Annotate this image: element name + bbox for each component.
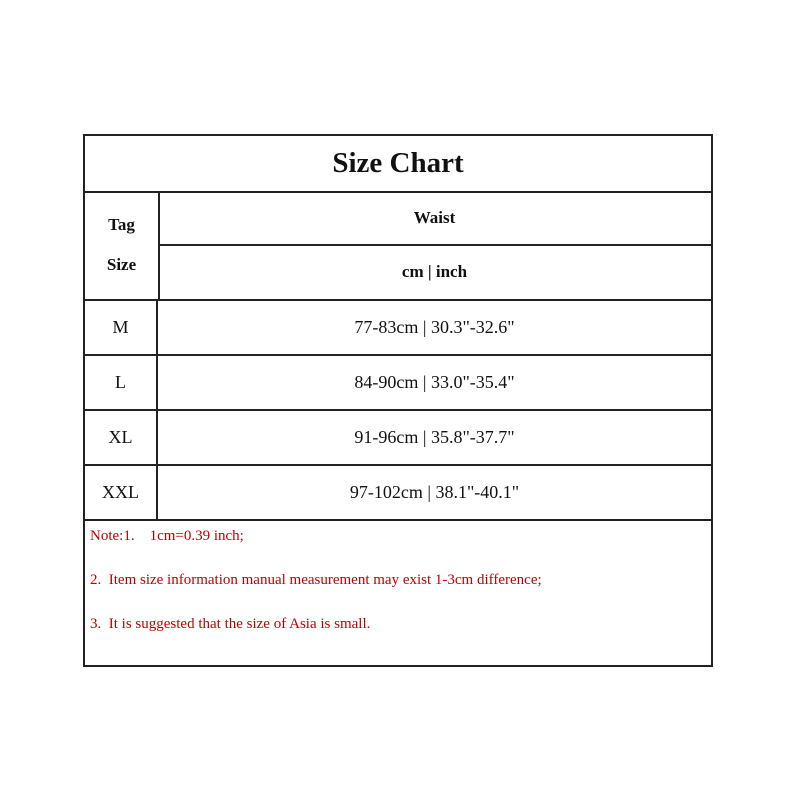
note-1: Note:1. 1cm=0.39 inch; (90, 528, 244, 544)
waist-cell: 77-83cm | 30.3"-32.6" (354, 317, 515, 337)
chart-title: Size Chart (85, 136, 711, 193)
size-cell: XXL (85, 466, 158, 519)
table-row (85, 301, 711, 356)
waist-header: Waist (158, 191, 711, 246)
size-cell: L (85, 356, 158, 409)
size-cell: XL (85, 411, 158, 464)
size-chart-table (83, 134, 713, 667)
tag-size-header (85, 191, 160, 299)
table-row (85, 411, 711, 466)
waist-cell: 97-102cm | 38.1"-40.1" (349, 482, 520, 502)
unit-header: cm | inch (401, 261, 468, 281)
waist-cell: 91-96cm | 35.8"-37.7" (354, 427, 515, 447)
size-rows (85, 301, 711, 521)
tag-size-header-line1: Tag (108, 215, 135, 234)
table-row (85, 356, 711, 411)
tag-size-header-line2: Size (106, 255, 137, 274)
waist-cell: 84-90cm | 33.0"-35.4" (354, 372, 515, 392)
size-cell: M (85, 301, 158, 354)
table-row (85, 466, 711, 521)
note-2: 2. Item size information manual measurement may exist 1-3cm difference; (90, 572, 542, 588)
note-3: 3. It is suggested that the size of Asia is small. (90, 616, 371, 632)
notes-section (85, 521, 711, 653)
